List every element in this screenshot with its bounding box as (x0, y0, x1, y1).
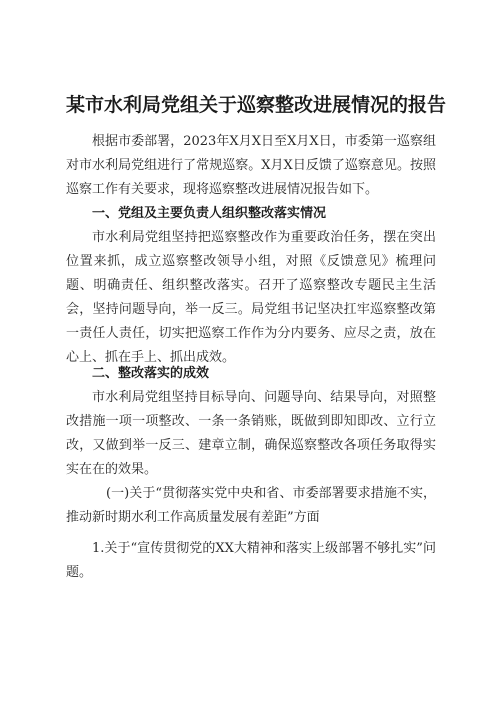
intro-paragraph: 根据市委部署，2023年X月X日至X月X日，市委第一巡察组对市水利局党组进行了常规巡察。X月X日反馈了巡察意见。按照巡察工作有关要求，现将巡察整改进展情况报告如下。 (66, 134, 436, 197)
document-title: 某市水利局党组关于巡察整改进展情况的报告 (66, 94, 447, 116)
section-2-heading: 二、整改落实的成效 (92, 366, 210, 381)
section-1-body: 市水利局党组坚持把巡察整改作为重要政治任务，摆在突出位置来抓，成立巡察整改领导小组，对照《反馈意见》梳理问题、明确责任、组织整改落实。召开了巡察整改专题民主生活会，坚持问题导向，举一反三。局党组书记坚决扛牢巡察整改第一责任人责任，切实把巡察工作作为分内要务、应尽之责，放在心上、抓在手上、抓出成效。 (66, 230, 436, 365)
section-2-body: 市水利局党组坚持目标导向、问题导向、结果导向，对照整改措施一项一项整改、一条一条销账，既做到即知即改、立行立改，又做到举一反三、建章立制，确保巡察整改各项任务取得实实在在的效果。 (66, 390, 436, 477)
section-1-heading: 一、党组及主要负责人组织整改落实情况 (92, 206, 327, 221)
subsection-1-heading: (一)关于“贯彻落实党中央和省、市委部署要求措施不实，推动新时期水利工作高质量发展有差距”方面 (66, 486, 436, 525)
item-1: 1.关于“宣传贯彻党的XX大精神和落实上级部署不够扎实”问题。 (66, 541, 436, 580)
